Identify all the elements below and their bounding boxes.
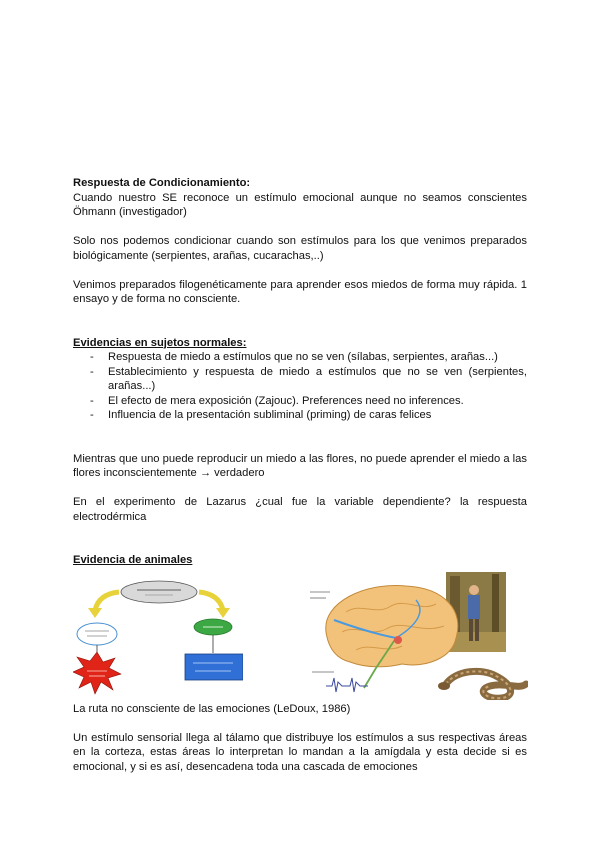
bullet-dash: -	[90, 365, 94, 378]
list-item	[73, 408, 527, 423]
list-item-text: Establecimiento y respuesta de miedo a estímulos que no se ven (serpientes, arañas...)	[108, 365, 527, 392]
left-node	[77, 623, 117, 645]
list-item-text: Influencia de la presentación subliminal (priming) de caras felices	[108, 409, 432, 421]
amygdala	[394, 636, 402, 644]
list-item	[73, 350, 527, 365]
figure-caption: La ruta no consciente de las emociones (LeDoux, 1986)	[73, 702, 351, 715]
snake-head	[438, 682, 450, 690]
arrow-left-head	[88, 608, 102, 618]
man-body	[468, 595, 480, 619]
section-heading-evidencias-normales: Evidencias en sujetos normales:	[73, 336, 247, 349]
man-leg	[475, 619, 479, 641]
evidence-list	[73, 350, 527, 423]
bullet-dash: -	[90, 394, 94, 407]
paragraph: Mientras que uno puede reproducir un miedo a las flores, no puede aprender el miedo a las flores inconscientemente → verdadero	[73, 452, 527, 479]
list-item-text: Respuesta de miedo a estímulos que no se ven (sílabas, serpientes, arañas...)	[108, 351, 498, 363]
arrow-right-head	[216, 608, 230, 618]
arrow-right	[199, 592, 223, 610]
document-page	[73, 176, 527, 774]
rattlesnake	[446, 671, 526, 698]
paragraph: Venimos preparados filogenéticamente para aprender esos miedos de forma muy rápida. 1 ensayo y de forma no consciente.	[73, 278, 527, 305]
fear-response-starburst	[73, 652, 121, 694]
man-head	[469, 585, 479, 595]
arrow-left	[95, 592, 119, 610]
section-heading-condicionamiento: Respuesta de Condicionamiento:	[73, 177, 251, 189]
emotion-pathway-diagram	[73, 578, 243, 698]
bullet-dash: -	[90, 409, 94, 421]
paragraph: Solo nos podemos condicionar cuando son estímulos para los que venimos preparados biológicamente (serpientes, arañas, cucarachas,..)	[73, 235, 527, 262]
paragraph: En el experimento de Lazarus ¿cual fue la variable dependiente? la respuesta electrodérmica	[73, 496, 527, 523]
stimulus-node	[121, 581, 197, 603]
paragraph: Un estímulo sensorial llega al tálamo que distribuye los estímulos a sus respectivas áreas en la corteza, estas áreas lo interpretan lo mandan a la amígdala y esta decide si es emocional, y si es así, desencadena toda una cascada de emociones	[73, 731, 527, 773]
bullet-dash: -	[90, 351, 94, 363]
figure-row	[73, 572, 527, 702]
list-item	[73, 394, 527, 409]
list-item-text: El efecto de mera exposición (Zajouc). Preferences need no inferences.	[108, 394, 464, 407]
list-item	[73, 365, 527, 394]
man-leg	[469, 619, 473, 641]
heart-rate-trace	[326, 678, 368, 692]
ledoux-brain-illustration	[306, 572, 528, 700]
response-box	[185, 654, 243, 680]
section-heading-animales: Evidencia de animales	[73, 554, 193, 566]
paragraph: Cuando nuestro SE reconoce un estímulo emocional aunque no seamos conscientes Öhmann (investigador)	[73, 191, 527, 218]
